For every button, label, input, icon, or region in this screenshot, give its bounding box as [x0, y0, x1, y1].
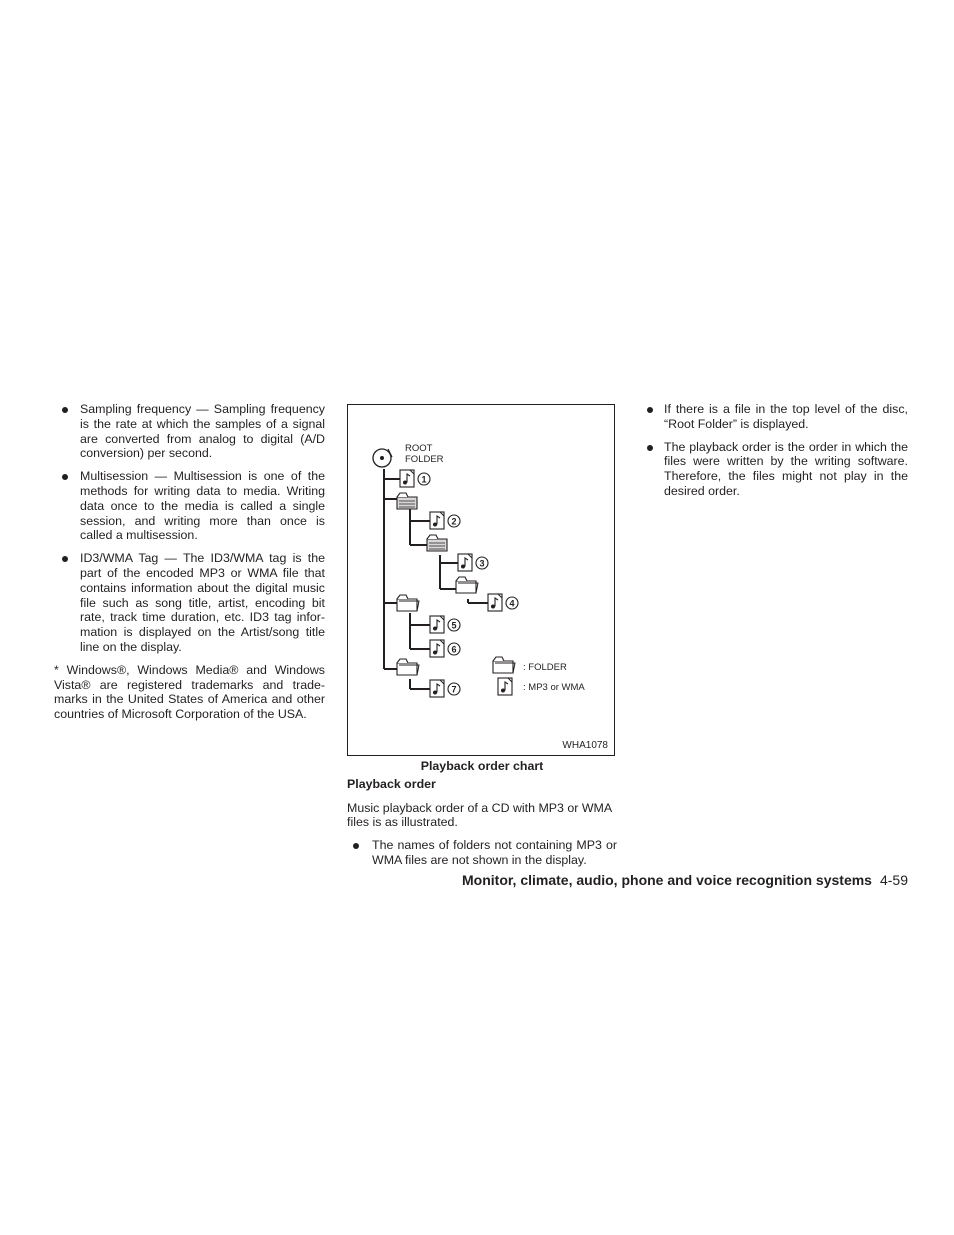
music-file-icon: [488, 594, 502, 611]
bullet-playback-order: The playback order is the order in which the files were written by the writing software. Therefore, the files might not play in the desired order.: [645, 440, 908, 499]
trademark-note: * Windows®, Windows Media® and Windows Vista® are registered trademarks and trade-marks in the United States of America and other countries of Microsoft Corporation of the USA.: [54, 662, 325, 722]
bullet-id3-wma-tag: ID3/WMA Tag — The ID3/WMA tag is the part of the encoded MP3 or WMA file that contains information about the digital music file such as song title, artist, encoding bit rate, track time duration, etc. ID3 tag infor-mation is displayed on the Artist/song title line on the display.: [54, 551, 325, 655]
bullet-sampling-frequency: Sampling frequency — Sampling frequency is the rate at which the samples of a signal are converted from analog to digital (A/D conversion) per second.: [54, 402, 325, 461]
legend-folder-icon: [493, 657, 515, 673]
folder-tree-diagram: [348, 405, 616, 757]
music-file-icon: [430, 616, 444, 633]
figure-caption: Playback order chart: [420, 759, 544, 773]
bullet-root-folder: If there is a file in the top level of the disc, “Root Folder” is displayed.: [645, 402, 908, 432]
section-heading: Playback order: [347, 776, 436, 791]
middle-column: [347, 404, 617, 876]
legend-file-label: : MP3 or WMA: [523, 682, 585, 693]
music-file-icon: [458, 554, 472, 571]
music-file-icon: [400, 470, 414, 487]
folder-icon: [397, 659, 419, 675]
disc-icon: [373, 449, 392, 467]
playback-order-figure: [347, 404, 615, 756]
legend-file-icon: [498, 678, 512, 695]
page-footer: [300, 872, 908, 889]
figure-code: WHA1078: [562, 740, 608, 751]
track-number-7: 7: [451, 684, 457, 695]
root-label-line2: FOLDER: [405, 454, 444, 465]
footer-section-title: Monitor, climate, audio, phone and voice recognition systems: [462, 872, 872, 888]
right-column: [645, 402, 908, 507]
track-number-2: 2: [451, 516, 457, 527]
track-number-4: 4: [509, 598, 515, 609]
left-column: [54, 402, 325, 722]
folder-icon: [397, 493, 417, 509]
root-label-line1: ROOT: [405, 443, 433, 454]
folder-icon: [397, 595, 419, 611]
track-number-1: 1: [421, 474, 427, 485]
bullet-multisession: Multisession — Multisession is one of the methods for writing data to media. Writing data once to the media is called a single session, and writing more than once is called a multisession.: [54, 469, 325, 543]
folder-icon: [456, 577, 478, 593]
bullet-folder-names: The names of folders not containing MP3 or WMA files are not shown in the display.: [347, 838, 617, 868]
page-number: 4-59: [879, 872, 908, 888]
music-file-icon: [430, 640, 444, 657]
legend-folder-label: : FOLDER: [523, 662, 567, 673]
folder-icon: [427, 535, 447, 551]
track-number-5: 5: [451, 620, 457, 631]
track-number-3: 3: [479, 558, 485, 569]
music-file-icon: [430, 512, 444, 529]
music-file-icon: [430, 680, 444, 697]
playback-order-paragraph: Music playback order of a CD with MP3 or WMA files is as illustrated.: [347, 800, 612, 830]
track-number-6: 6: [451, 644, 457, 655]
